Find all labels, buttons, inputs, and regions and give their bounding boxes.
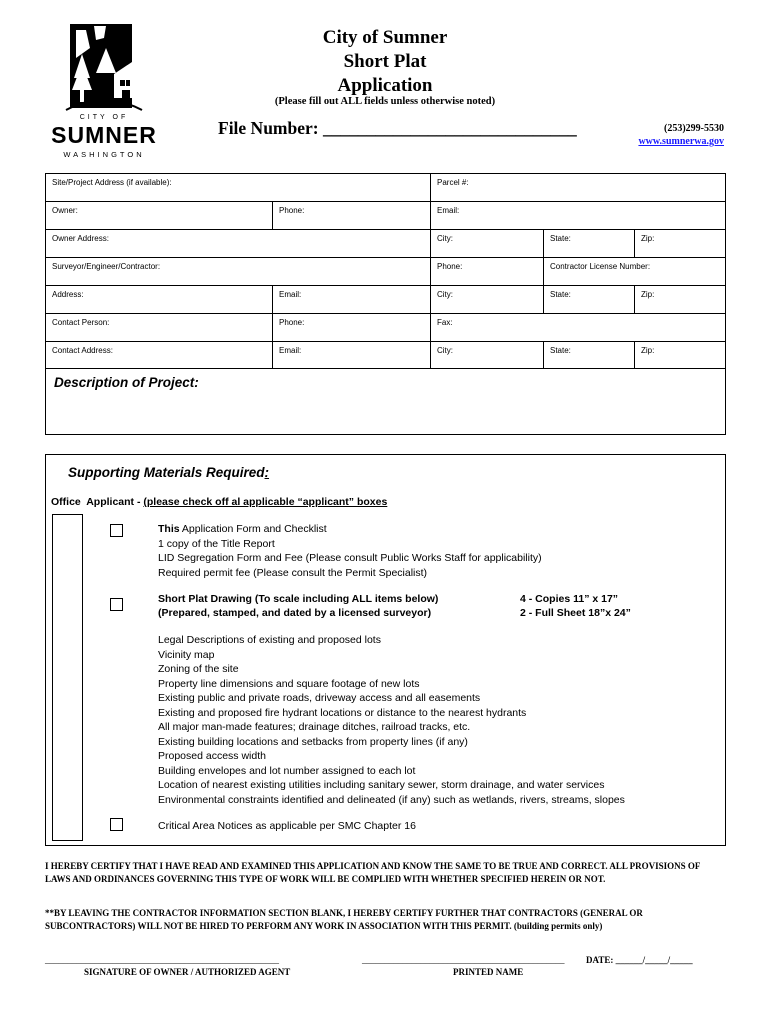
logo-city-name: SUMNER bbox=[51, 122, 157, 148]
copies-11x17: 4 - Copies 11” x 17” bbox=[520, 593, 619, 605]
contractor-certification bbox=[45, 907, 725, 933]
printed-name-field[interactable]: _____________________________________________ bbox=[362, 955, 565, 965]
contact-address-field[interactable] bbox=[45, 341, 273, 369]
site-address-label: Site/Project Address (if available): bbox=[52, 178, 172, 187]
application-form-text: Application Form and Checklist bbox=[179, 523, 327, 535]
surveyor-phone-label: Phone: bbox=[437, 262, 463, 271]
checkbox-short-plat-drawing[interactable] bbox=[110, 598, 123, 611]
city-logo bbox=[46, 18, 162, 160]
item-title-report: 1 copy of the Title Report bbox=[158, 538, 275, 550]
title-line-3: Application bbox=[337, 75, 433, 96]
item-application-form bbox=[158, 522, 327, 536]
applicant-instruction: (please check off al applicable “applicant” boxes bbox=[143, 496, 388, 508]
owner-email-label: Email: bbox=[437, 206, 460, 215]
drawing-item: Vicinity map bbox=[158, 648, 215, 661]
owner-phone-label: Phone: bbox=[279, 206, 305, 215]
checkbox-critical-area[interactable] bbox=[110, 818, 123, 831]
address-label: Address: bbox=[52, 290, 84, 299]
address-zip-field[interactable] bbox=[634, 285, 726, 314]
site-address-field[interactable] bbox=[45, 173, 431, 202]
item-critical-area: Critical Area Notices as applicable per SMC Chapter 16 bbox=[158, 820, 416, 832]
drawing-item: Building envelopes and lot number assigned to each lot bbox=[158, 764, 416, 777]
owner-state-label: State: bbox=[550, 234, 571, 243]
owner-state-field[interactable] bbox=[543, 229, 635, 258]
applicant-label: Applicant - bbox=[86, 496, 141, 508]
contractor-license-label: Contractor License Number: bbox=[550, 262, 651, 271]
parcel-label: Parcel #: bbox=[437, 178, 469, 187]
copies-18x24: 2 - Full Sheet 18”x 24” bbox=[520, 607, 631, 619]
contact-fax-label: Fax: bbox=[437, 318, 453, 327]
address-zip-label: Zip: bbox=[641, 290, 655, 299]
drawing-item: Location of nearest existing utilities including sanitary sewer, storm drainage, and water services bbox=[158, 779, 605, 791]
drawing-item: Existing and proposed fire hydrant locations or distance to the nearest hydrants bbox=[158, 706, 527, 719]
drawing-item: Property line dimensions and square footage of new lots bbox=[158, 677, 420, 690]
contact-phone-label: Phone: bbox=[279, 318, 305, 327]
checkbox-application-form[interactable] bbox=[110, 524, 123, 537]
owner-city-label: City: bbox=[437, 234, 453, 243]
contact-person-label: Contact Person: bbox=[52, 318, 110, 327]
title-colon: : bbox=[264, 465, 270, 480]
contact-email-field[interactable] bbox=[272, 341, 431, 369]
signature-field[interactable]: ____________________________________________________ bbox=[45, 955, 279, 965]
logo-city-of: CITY OF bbox=[79, 114, 129, 121]
office-applicant-header bbox=[51, 496, 387, 508]
contact-zip-field[interactable] bbox=[634, 341, 726, 369]
parcel-field[interactable] bbox=[430, 173, 726, 202]
drawing-item: Existing public and private roads, driveway access and all easements bbox=[158, 692, 481, 704]
logo-state: WASHINGTON bbox=[63, 150, 145, 159]
address-email-field[interactable] bbox=[272, 285, 431, 314]
contractor-license-field[interactable] bbox=[543, 257, 726, 286]
owner-label: Owner: bbox=[52, 206, 78, 215]
drawing-item: Proposed access width bbox=[158, 750, 266, 762]
website-link[interactable]: www.sumnerwa.gov bbox=[638, 136, 724, 147]
item-permit-fee: Required permit fee (Please consult the Permit Specialist) bbox=[158, 567, 428, 579]
surveyor-field[interactable] bbox=[45, 257, 431, 286]
owner-zip-field[interactable] bbox=[634, 229, 726, 258]
supporting-materials-title: Supporting Materials Required: bbox=[68, 465, 270, 480]
title-line-1: City of Sumner bbox=[322, 27, 448, 48]
owner-zip-label: Zip: bbox=[641, 234, 655, 243]
contact-info bbox=[600, 122, 724, 148]
this-bold: This bbox=[158, 523, 180, 535]
drawing-item: Zoning of the site bbox=[158, 663, 239, 675]
office-label: Office bbox=[51, 496, 81, 508]
address-email-label: Email: bbox=[279, 290, 302, 299]
drawing-item: Legal Descriptions of existing and proposed lots bbox=[158, 634, 381, 646]
contact-address-label: Contact Address: bbox=[52, 346, 113, 355]
address-city-label: City: bbox=[437, 290, 453, 299]
drawing-item: Existing building locations and setbacks from property lines (if any) bbox=[158, 735, 468, 748]
building-permits-note: (building permits only) bbox=[511, 921, 603, 931]
owner-address-label: Owner Address: bbox=[52, 234, 109, 243]
contact-state-field[interactable] bbox=[543, 341, 635, 369]
date-field[interactable]: DATE: ______/_____/_____ bbox=[586, 955, 693, 965]
contact-fax-field[interactable] bbox=[430, 313, 726, 342]
surveyor-label: Surveyor/Engineer/Contractor: bbox=[52, 262, 161, 271]
printed-name-label: PRINTED NAME bbox=[453, 967, 524, 977]
certification-statement: I HEREBY CERTIFY THAT I HAVE READ AND EXAMINED THIS APPLICATION AND KNOW THE SAME TO BE TRUE AND CORRECT. ALL PROVISIONS OF LAWS AND ORDINANCES GOVERNING THIS TYPE OF WORK WILL BE COMPLIED WITH WHETHER SPECIFIED HEREIN OR NOT. bbox=[45, 861, 701, 884]
address-state-label: State: bbox=[550, 290, 571, 299]
contractor-certification-text: **BY LEAVING THE CONTRACTOR INFORMATION SECTION BLANK, I HEREBY CERTIFY FURTHER THAT CONTRACTORS (GENERAL OR SUBCONTRACTORS) WILL NOT BE HIRED TO PERFORM ANY WORK IN ASSOCIATION WITH THIS PERMIT. bbox=[45, 908, 643, 931]
contact-phone-field[interactable] bbox=[272, 313, 431, 342]
address-field[interactable] bbox=[45, 285, 273, 314]
title-line-2: Short Plat bbox=[343, 51, 427, 72]
contact-zip-label: Zip: bbox=[641, 346, 655, 355]
contact-city-field[interactable] bbox=[430, 341, 544, 369]
item-prepared-stamped: (Prepared, stamped, and dated by a licensed surveyor) bbox=[158, 607, 432, 619]
office-use-column bbox=[52, 514, 83, 841]
description-label: Description of Project: bbox=[54, 375, 199, 390]
contact-email-label: Email: bbox=[279, 346, 302, 355]
file-number-field[interactable]: File Number: _____________________________ bbox=[218, 118, 577, 138]
contact-state-label: State: bbox=[550, 346, 571, 355]
contact-city-label: City: bbox=[437, 346, 453, 355]
item-lid-segregation: LID Segregation Form and Fee (Please consult Public Works Staff for applicability) bbox=[158, 552, 542, 564]
signature-label: SIGNATURE OF OWNER / AUTHORIZED AGENT bbox=[84, 967, 291, 977]
description-field[interactable] bbox=[45, 368, 726, 435]
subtitle: (Please fill out ALL fields unless otherwise noted) bbox=[274, 96, 496, 107]
owner-email-field[interactable] bbox=[430, 201, 726, 230]
phone-number: (253)299-5530 bbox=[664, 123, 724, 134]
page-title bbox=[250, 26, 520, 98]
owner-field[interactable] bbox=[45, 201, 273, 230]
drawing-item: All major man-made features; drainage ditches, railroad tracks, etc. bbox=[158, 721, 471, 733]
contact-person-field[interactable] bbox=[45, 313, 273, 342]
drawing-item: Environmental constraints identified and delineated (if any) such as wetlands, rivers, streams, slopes bbox=[158, 793, 625, 806]
address-city-field[interactable] bbox=[430, 285, 544, 314]
item-short-plat-drawing: Short Plat Drawing (To scale including ALL items below) bbox=[158, 593, 439, 605]
owner-city-field[interactable] bbox=[430, 229, 544, 258]
address-state-field[interactable] bbox=[543, 285, 635, 314]
sumner-skyline-icon bbox=[46, 18, 162, 118]
surveyor-phone-field[interactable] bbox=[430, 257, 544, 286]
owner-phone-field[interactable] bbox=[272, 201, 431, 230]
owner-address-field[interactable] bbox=[45, 229, 431, 258]
